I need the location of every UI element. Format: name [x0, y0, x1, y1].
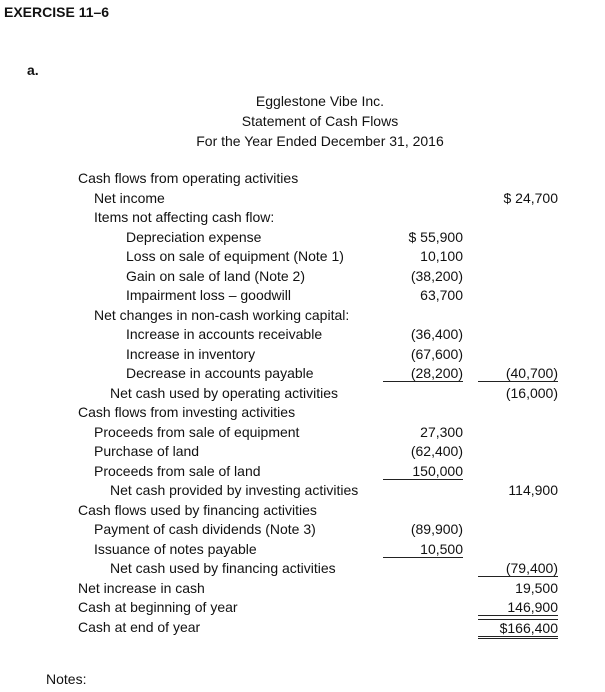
- row-label: Proceeds from sale of land: [94, 462, 261, 479]
- exercise-title: EXERCISE 11–6: [4, 4, 110, 20]
- statement-row: [0, 560, 605, 580]
- amount-inner-column: (89,900): [410, 521, 463, 537]
- statement-row: [0, 365, 605, 385]
- amount-outer-column: (16,000): [505, 384, 558, 401]
- part-label: a.: [27, 62, 39, 78]
- row-label: Net cash used by financing activities: [110, 560, 336, 576]
- statement-row: [0, 385, 605, 405]
- row-label: Cash flows from operating activities: [78, 170, 299, 186]
- statement-row: [0, 599, 605, 619]
- amount-outer-column: (40,700): [478, 365, 558, 382]
- statement-row: [0, 268, 605, 288]
- row-label: Net cash used by operating activities: [110, 384, 339, 401]
- row-label: Cash at end of year: [78, 618, 201, 635]
- company-name: Egglestone Vibe Inc.: [255, 93, 385, 109]
- row-label: Items not affecting cash flow:: [94, 209, 275, 225]
- amount-inner-column: (36,400): [410, 326, 463, 342]
- amount-outer-column: $166,400: [478, 619, 558, 639]
- amount-inner-column: 10,500: [383, 541, 463, 558]
- row-label: Cash at beginning of year: [78, 599, 238, 615]
- statement-row: [0, 170, 605, 190]
- row-label: Increase in inventory: [126, 345, 256, 362]
- statement-row: [0, 190, 605, 210]
- statement-row: [0, 424, 605, 444]
- amount-outer-column: $ 24,700: [503, 189, 558, 206]
- row-label: Cash flows used by financing activities: [78, 501, 317, 518]
- row-label: Net changes in non-cash working capital:: [94, 306, 350, 323]
- amount-inner-column: 27,300: [420, 423, 463, 440]
- amount-outer-column: 19,500: [515, 579, 558, 596]
- statement-row: [0, 463, 605, 483]
- statement-title: Statement of Cash Flows: [241, 113, 399, 129]
- statement-row: [0, 287, 605, 307]
- statement-row: [0, 307, 605, 327]
- statement-row: [0, 541, 605, 561]
- amount-inner-column: 63,700: [420, 287, 463, 303]
- statement-row: [0, 404, 605, 424]
- row-label: Cash flows from investing activities: [78, 404, 296, 420]
- amount-inner-column: (38,200): [410, 267, 463, 284]
- amount-inner-column: 150,000: [383, 463, 463, 480]
- statement-row: [0, 482, 605, 502]
- row-label: Loss on sale of equipment (Note 1): [126, 248, 344, 264]
- row-label: Increase in accounts receivable: [126, 326, 323, 342]
- row-label: Impairment loss – goodwill: [126, 287, 291, 303]
- amount-outer-column: 146,900: [478, 599, 558, 616]
- statement-row: [0, 502, 605, 522]
- statement-row: [0, 580, 605, 600]
- amount-inner-column: $ 55,900: [408, 228, 463, 245]
- statement-row: [0, 443, 605, 463]
- notes-label: Notes:: [46, 671, 87, 687]
- amount-inner-column: (67,600): [410, 345, 463, 362]
- statement-row: [0, 346, 605, 366]
- row-label: Decrease in accounts payable: [126, 365, 314, 381]
- statement-row: [0, 521, 605, 541]
- statement-row: [0, 619, 605, 639]
- amount-inner-column: (28,200): [383, 365, 463, 382]
- row-label: Proceeds from sale of equipment: [94, 423, 300, 440]
- statement-row: [0, 326, 605, 346]
- statement-row: [0, 248, 605, 268]
- row-label: Net income: [94, 189, 165, 206]
- row-label: Net cash provided by investing activities: [110, 482, 359, 498]
- amount-inner-column: 10,100: [420, 248, 463, 264]
- amount-outer-column: (79,400): [478, 560, 558, 577]
- row-label: Net increase in cash: [78, 579, 205, 596]
- row-label: Gain on sale of land (Note 2): [126, 267, 305, 284]
- row-label: Payment of cash dividends (Note 3): [94, 521, 316, 537]
- statement-row: [0, 229, 605, 249]
- row-label: Purchase of land: [94, 443, 200, 459]
- row-label: Depreciation expense: [126, 228, 262, 245]
- amount-outer-column: 114,900: [508, 482, 558, 498]
- amount-inner-column: (62,400): [410, 443, 463, 459]
- statement-period: For the Year Ended December 31, 2016: [196, 133, 444, 149]
- row-label: Issuance of notes payable: [94, 540, 257, 557]
- statement-row: [0, 209, 605, 229]
